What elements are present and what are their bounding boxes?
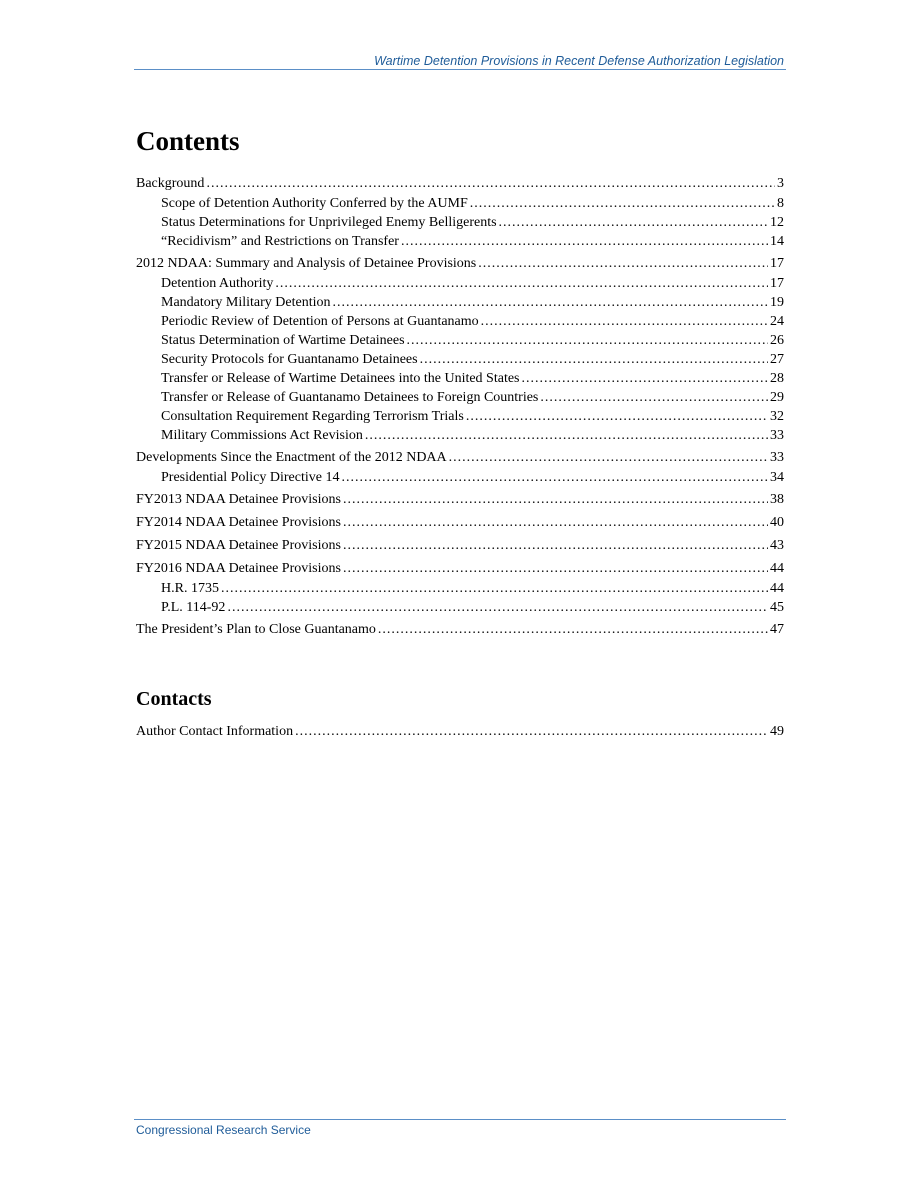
toc-leader-dots [499, 213, 768, 232]
toc-entry-title: H.R. 1735 [161, 581, 219, 596]
toc-leader-dots [343, 536, 768, 556]
footer-organization: Congressional Research Service [136, 1123, 311, 1137]
toc-entry[interactable] [136, 174, 784, 194]
toc-entry-title: Detention Authority [161, 276, 274, 291]
toc-entry[interactable] [136, 331, 784, 350]
toc-entry-page: 34 [770, 470, 784, 485]
toc-entry-title: Author Contact Information [136, 724, 294, 739]
toc-entry[interactable] [136, 620, 784, 640]
toc-leader-dots [540, 388, 768, 407]
toc-leader-dots [227, 598, 768, 617]
header-rule [134, 69, 786, 70]
toc-entry-page: 28 [770, 371, 784, 386]
contacts-heading: Contacts [136, 688, 212, 710]
toc-entry[interactable] [136, 490, 784, 510]
toc-entry-title: Developments Since the Enactment of the 2012 NDAA [136, 450, 447, 465]
toc-entry-page: 45 [770, 600, 784, 615]
contents-toc [136, 174, 784, 640]
toc-entry[interactable] [136, 448, 784, 468]
toc-entry-title: Transfer or Release of Guantanamo Detainees to Foreign Countries [161, 390, 539, 405]
toc-leader-dots [420, 350, 768, 369]
toc-leader-dots [522, 369, 769, 388]
toc-entry-page: 27 [770, 352, 784, 367]
toc-entry-page: 33 [770, 450, 784, 465]
toc-entry[interactable] [136, 536, 784, 556]
toc-entry-page: 47 [770, 622, 784, 637]
toc-leader-dots [378, 620, 768, 640]
toc-entry-title: FY2015 NDAA Detainee Provisions [136, 538, 341, 553]
toc-entry-page: 3 [777, 176, 784, 191]
toc-leader-dots [295, 722, 768, 742]
contents-heading: Contents [136, 126, 240, 156]
toc-entry-page: 49 [770, 724, 784, 739]
toc-entry-page: 43 [770, 538, 784, 553]
toc-leader-dots [341, 468, 768, 487]
toc-entry-page: 12 [770, 215, 784, 230]
toc-entry[interactable] [136, 312, 784, 331]
toc-leader-dots [221, 579, 768, 598]
toc-entry-title: The President’s Plan to Close Guantanamo [136, 622, 376, 637]
toc-entry-title: “Recidivism” and Restrictions on Transfer [161, 234, 399, 249]
toc-leader-dots [407, 331, 768, 350]
toc-entry-title: FY2014 NDAA Detainee Provisions [136, 515, 341, 530]
toc-entry-title: FY2016 NDAA Detainee Provisions [136, 561, 341, 576]
toc-entry-page: 29 [770, 390, 784, 405]
toc-entry-title: Security Protocols for Guantanamo Detainees [161, 352, 418, 367]
toc-entry[interactable] [136, 194, 784, 213]
toc-entry[interactable] [136, 513, 784, 533]
toc-entry[interactable] [136, 274, 784, 293]
running-header: Wartime Detention Provisions in Recent Defense Authorization Legislation [374, 54, 784, 68]
toc-entry[interactable] [136, 293, 784, 312]
toc-entry[interactable] [136, 598, 784, 617]
toc-entry-page: 38 [770, 492, 784, 507]
toc-entry-title: Background [136, 176, 205, 191]
toc-leader-dots [206, 174, 775, 194]
toc-entry-title: Status Determination of Wartime Detainees [161, 333, 405, 348]
toc-entry-title: Military Commissions Act Revision [161, 428, 363, 443]
toc-entry-page: 40 [770, 515, 784, 530]
toc-leader-dots [401, 232, 768, 251]
toc-entry-page: 8 [777, 196, 784, 211]
toc-entry[interactable] [136, 559, 784, 579]
toc-entry-title: Status Determinations for Unprivileged Enemy Belligerents [161, 215, 497, 230]
toc-entry-page: 26 [770, 333, 784, 348]
toc-entry-page: 19 [770, 295, 784, 310]
toc-leader-dots [481, 312, 768, 331]
toc-entry-title: FY2013 NDAA Detainee Provisions [136, 492, 341, 507]
toc-entry-title: Periodic Review of Detention of Persons at Guantanamo [161, 314, 479, 329]
toc-entry-title: Mandatory Military Detention [161, 295, 331, 310]
toc-leader-dots [343, 513, 768, 533]
toc-entry-title: P.L. 114-92 [161, 600, 226, 615]
toc-entry[interactable] [136, 369, 784, 388]
toc-leader-dots [466, 407, 768, 426]
toc-entry-page: 44 [770, 581, 784, 596]
toc-entry[interactable] [136, 254, 784, 274]
toc-entry[interactable] [136, 426, 784, 445]
toc-entry-page: 44 [770, 561, 784, 576]
toc-entry-page: 17 [770, 256, 784, 271]
toc-leader-dots [478, 254, 768, 274]
toc-leader-dots [343, 559, 768, 579]
toc-entry[interactable] [136, 213, 784, 232]
toc-entry-page: 14 [770, 234, 784, 249]
toc-entry[interactable] [136, 407, 784, 426]
toc-entry[interactable] [136, 468, 784, 487]
toc-entry-title: Consultation Requirement Regarding Terrorism Trials [161, 409, 464, 424]
toc-entry[interactable] [136, 722, 784, 742]
toc-leader-dots [470, 194, 775, 213]
toc-entry-title: Transfer or Release of Wartime Detainees into the United States [161, 371, 520, 386]
toc-entry-title: 2012 NDAA: Summary and Analysis of Detainee Provisions [136, 256, 477, 271]
toc-leader-dots [275, 274, 768, 293]
toc-entry-page: 32 [770, 409, 784, 424]
toc-entry[interactable] [136, 350, 784, 369]
toc-entry-title: Presidential Policy Directive 14 [161, 470, 340, 485]
toc-entry[interactable] [136, 232, 784, 251]
toc-entry-page: 24 [770, 314, 784, 329]
toc-leader-dots [449, 448, 768, 468]
toc-leader-dots [333, 293, 768, 312]
toc-entry[interactable] [136, 579, 784, 598]
toc-leader-dots [365, 426, 768, 445]
toc-entry-page: 17 [770, 276, 784, 291]
toc-entry[interactable] [136, 388, 784, 407]
toc-leader-dots [343, 490, 768, 510]
toc-entry-page: 33 [770, 428, 784, 443]
footer-rule [134, 1119, 786, 1120]
toc-entry-title: Scope of Detention Authority Conferred by the AUMF [161, 196, 468, 211]
contacts-toc [136, 722, 784, 742]
